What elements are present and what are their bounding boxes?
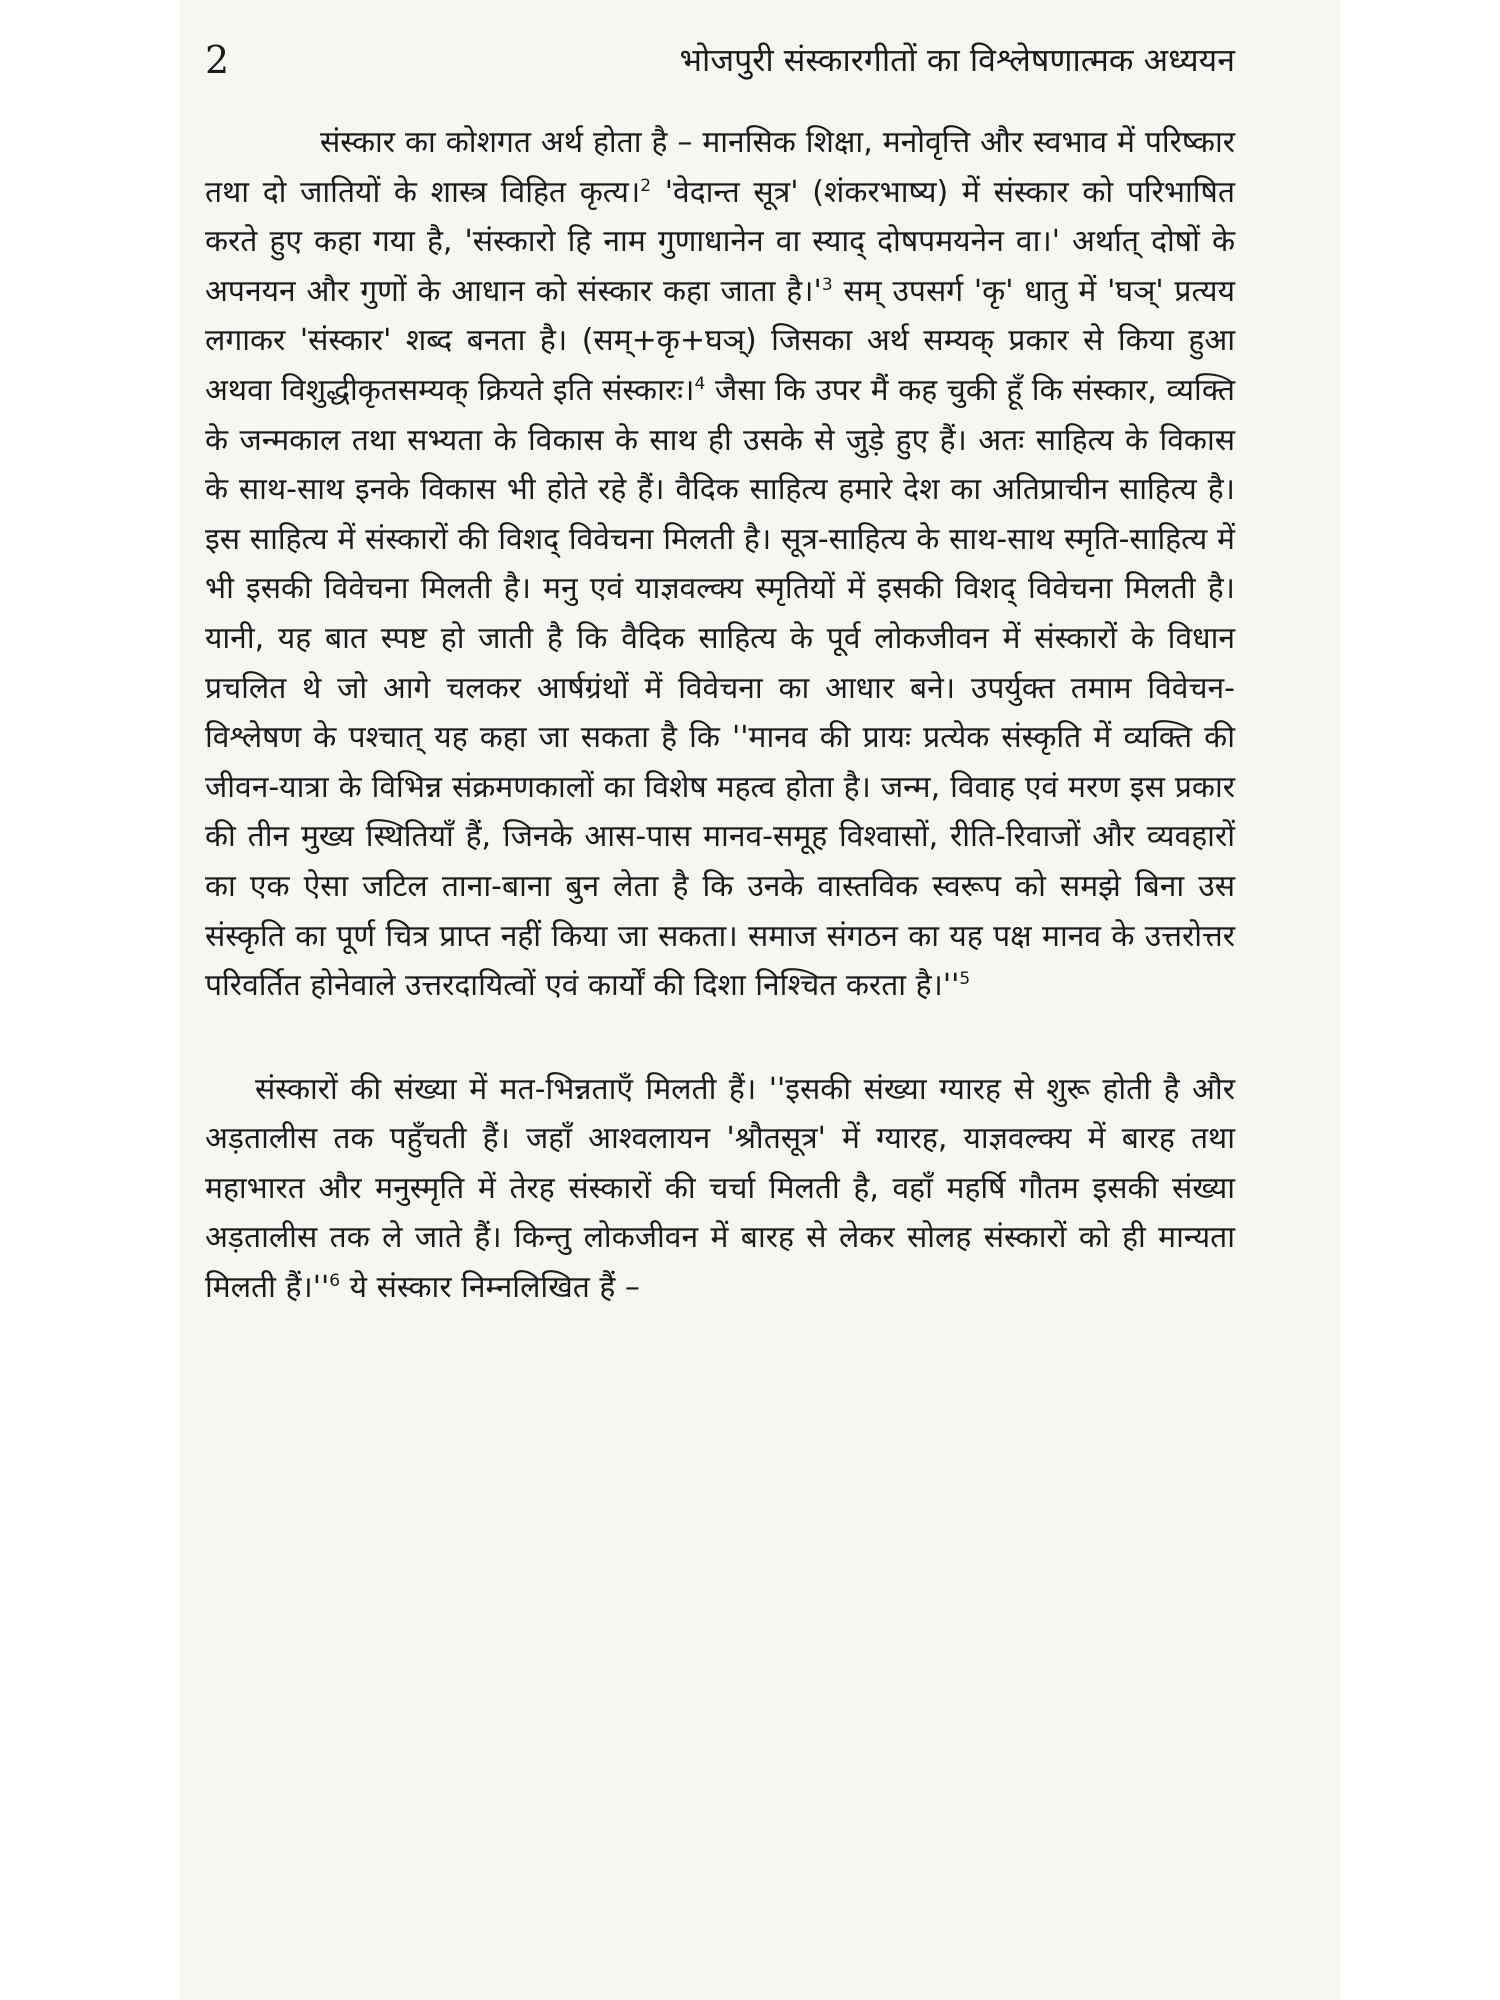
body-text <box>205 118 1235 1313</box>
footnote-marker-2: 2 <box>640 175 652 196</box>
paragraph-2 <box>205 1065 1235 1313</box>
paragraph-2-text-1: संस्कारों की संख्या में मत-भिन्नताएँ मिलती हैं। ''इसकी संख्या ग्यारह से शुरू होती है और अड़तालीस तक पहुँचती हैं। जहाँ आश्वलायन 'श्रौतसूत्र' में ग्यारह, याज्ञवल्क्य में बारह तथा महाभारत और मनुस्मृति में तेरह संस्कारों की चर्चा मिलती है, वहाँ महर्षि गौतम इसकी संख्या अड़तालीस तक ले जाते हैं। किन्तु लोकजीवन में बारह से लेकर सोलह संस्कारों को ही मान्यता मिलती हैं।'' <box>205 1071 1235 1306</box>
paragraph-1-text-2: 'वेदान्त सूत्र' (शंकरभाष्य) में संस्कार को परिभाषित करते हुए कहा गया है, 'संस्कारो हि नाम गुणाधानेन वा स्याद् दोषपमयनेन वा।' अर्थात् दोषों के अपनयन और गुणों के आधान को संस्कार कहा जाता है।' <box>205 174 1235 309</box>
footnote-marker-3: 3 <box>821 274 833 295</box>
book-page <box>180 0 1340 2000</box>
paragraph-1 <box>205 118 1235 1011</box>
footnote-marker-6: 6 <box>329 1271 341 1292</box>
page-header <box>205 32 1235 88</box>
footnote-marker-4: 4 <box>694 373 706 394</box>
footnote-marker-5: 5 <box>959 969 971 990</box>
paragraph-2-text-2: ये संस्कार निम्नलिखित हैं – <box>340 1270 640 1306</box>
paragraph-1-text-1: संस्कार का कोशगत अर्थ होता है – मानसिक शिक्षा, मनोवृत्ति और स्वभाव में परिष्कार तथा दो जातियों के शास्त्र विहित कृत्य। <box>205 125 1235 210</box>
paragraph-1-text-4: जैसा कि उपर मैं कह चुकी हूँ कि संस्कार, व्यक्ति के जन्मकाल तथा सभ्यता के विकास के साथ ही उसके से जुड़े हुए हैं। अतः साहित्य के विकास के साथ-साथ इनके विकास भी होते रहे हैं। वैदिक साहित्य हमारे देश का अतिप्राचीन साहित्य है। इस साहित्य में संस्कारों की विशद् विवेचना मिलती है। सूत्र-साहित्य के साथ-साथ स्मृति-साहित्य में भी इसकी विवेचना मिलती है। मनु एवं याज्ञवल्क्य स्मृतियों में इसकी विशद् विवेचना मिलती है। यानी, यह बात स्पष्ट हो जाती है कि वैदिक साहित्य के पूर्व लोकजीवन में संस्कारों के विधान प्रचलित थे जो आगे चलकर आर्षग्रंथों में विवेचना का आधार बने। उपर्युक्त तमाम विवेचन-विश्लेषण के पश्चात् यह कहा जा सकता है कि ''मानव की प्रायः प्रत्येक संस्कृति में व्यक्ति की जीवन-यात्रा के विभिन्न संक्रमणकालों का विशेष महत्व होता है। जन्म, विवाह एवं मरण इस प्रकार की तीन मुख्य स्थितियाँ हैं, जिनके आस-पास मानव-समूह विश्वासों, रीति-रिवाजों और व्यवहारों का एक ऐसा जटिल ताना-बाना बुन लेता है कि उनके वास्तविक स्वरूप को समझे बिना उस संस्कृति का पूर्ण चित्र प्राप्त नहीं किया जा सकता। समाज संगठन का यह पक्ष मानव के उत्तरोत्तर परिवर्तित होनेवाले उत्तरदायित्वों एवं कार्यों की दिशा निश्चित करता है।'' <box>205 372 1235 1004</box>
running-title: भोजपुरी संस्कारगीतों का विश्लेषणात्मक अध्ययन <box>679 41 1235 79</box>
paragraph-1-text-3: सम् उपसर्ग 'कृ' धातु में 'घञ्' प्रत्यय लगाकर 'संस्कार' शब्द बनता है। (सम्+कृ+घञ्) जिसका अर्थ सम्यक् प्रकार से किया हुआ अथवा विशुद्धीकृतसम्यक् क्रियते इति संस्कारः। <box>205 273 1235 408</box>
page-number: 2 <box>205 38 230 82</box>
